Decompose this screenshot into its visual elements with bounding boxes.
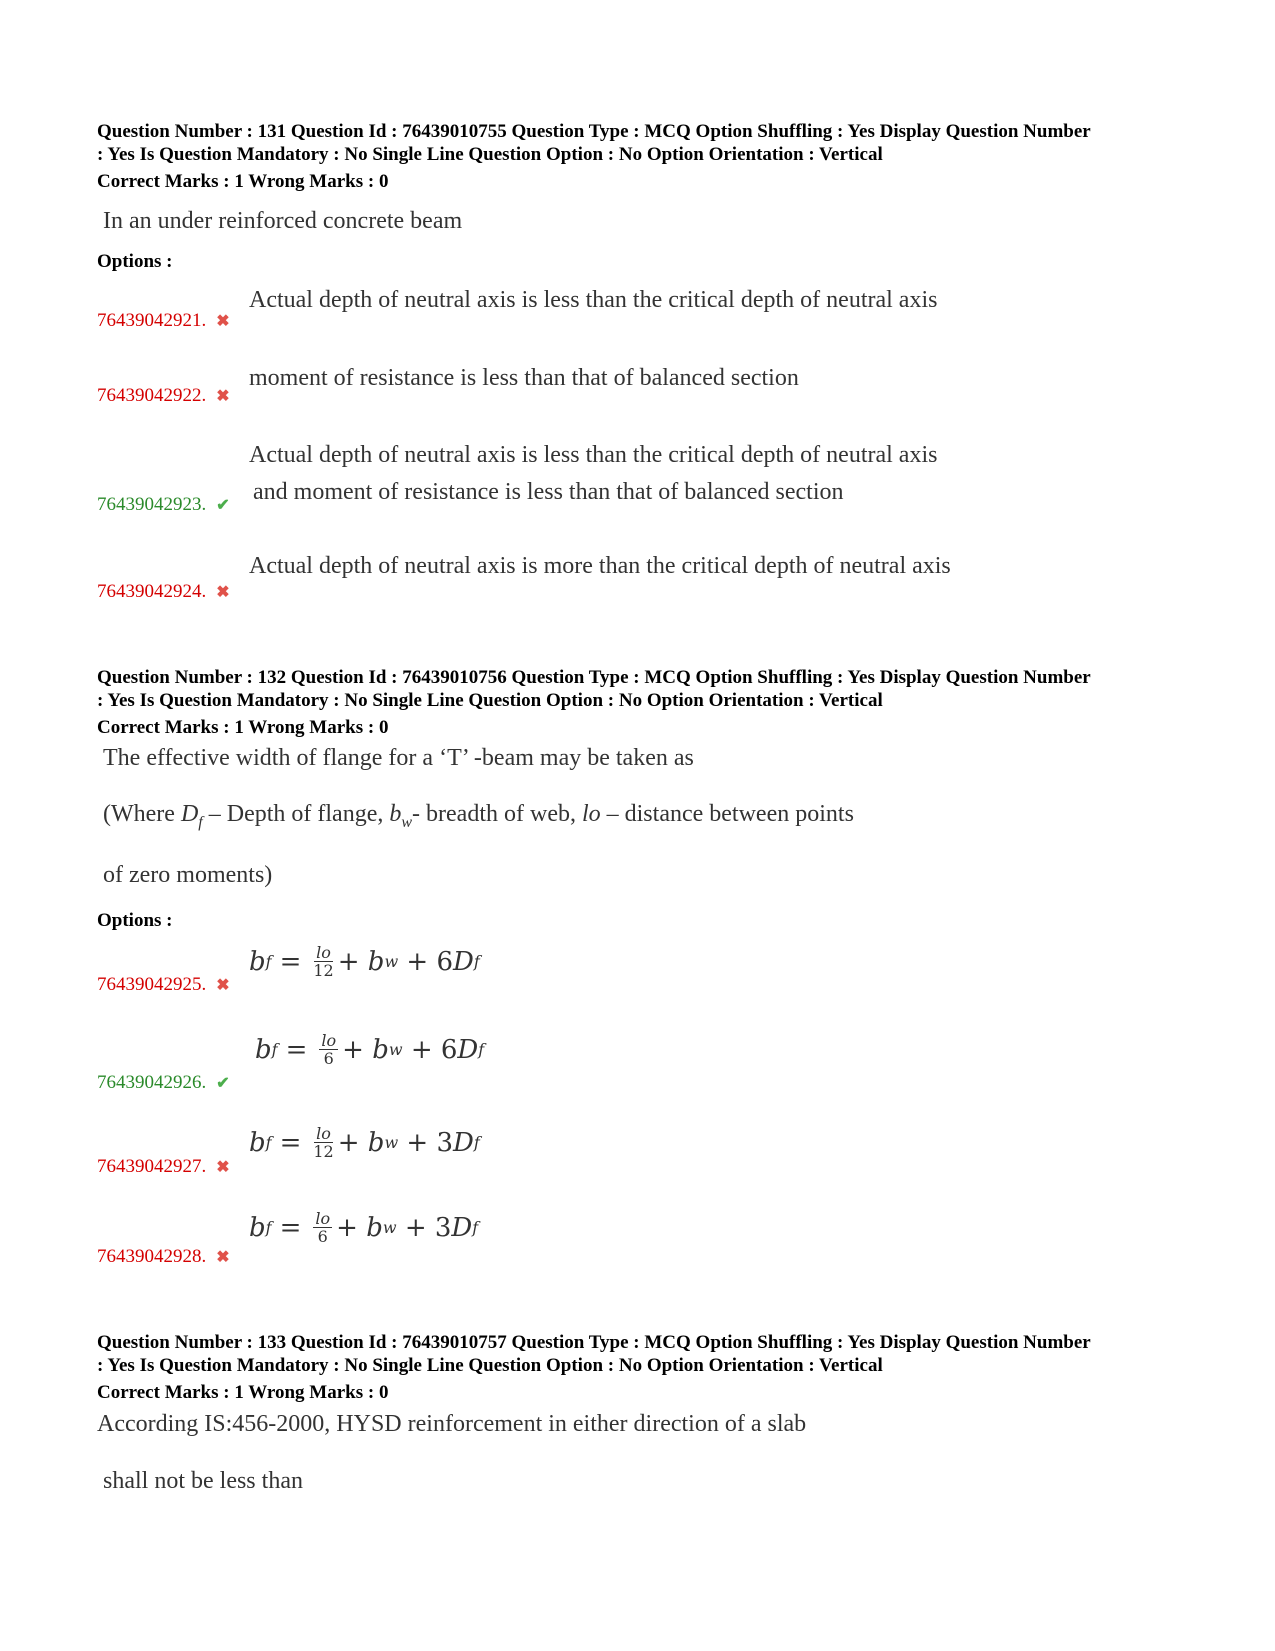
symbol-b: b [366, 1212, 383, 1243]
q131-option-4[interactable] [97, 581, 230, 603]
equals-sign: = [279, 1127, 302, 1158]
coefficient: 6 [436, 946, 454, 977]
plus-sign: + [337, 946, 360, 977]
equals-sign: = [279, 1212, 302, 1243]
plus-sign: + [410, 1034, 433, 1065]
wrong-mark-icon: ✖ [216, 977, 230, 994]
symbol-D: D [457, 1034, 479, 1065]
coefficient: 6 [440, 1034, 458, 1065]
q131-meta-line2: : Yes Is Question Mandatory : No Single Line Question Option : No Option Orientation : Vertical [97, 144, 883, 165]
check-mark-icon: ✔ [216, 497, 230, 514]
symbol-b: b [372, 1034, 389, 1065]
q132-options-label: Options : [97, 910, 173, 931]
symbol-f: f [265, 1133, 272, 1152]
q131-meta [97, 120, 1207, 193]
wrong-mark-icon: ✖ [216, 1159, 230, 1176]
q132-question-text-line3: of zero moments) [103, 862, 273, 888]
q133-marks: Correct Marks : 1 Wrong Marks : 0 [97, 1382, 389, 1403]
plus-sign: + [406, 1127, 429, 1158]
equals-sign: = [285, 1034, 308, 1065]
q132-meta [97, 666, 1207, 739]
text-segment: - breadth of web, [412, 801, 582, 827]
coefficient: 3 [436, 1127, 454, 1158]
symbol-f: f [265, 1218, 272, 1237]
q132-option-1-formula [249, 944, 480, 979]
q131-option-3-text-line2: and moment of resistance is less than that of balanced section [253, 479, 844, 505]
q132-question-text-line2 [103, 801, 854, 832]
q132-question-text-line1: The effective width of flange for a ‘T’ -beam may be taken as [103, 745, 694, 771]
wrong-mark-icon: ✖ [216, 1249, 230, 1266]
symbol-b: b [249, 1127, 266, 1158]
denominator: 12 [313, 1142, 334, 1161]
symbol-b: b [249, 946, 266, 977]
denominator: 6 [323, 1049, 334, 1068]
fraction [313, 944, 333, 979]
symbol-D: D [180, 801, 199, 827]
q131-options-label: Options : [97, 251, 173, 272]
symbol-D: D [451, 1212, 473, 1243]
numerator: lo [316, 943, 331, 962]
q131-option-1[interactable] [97, 310, 230, 332]
q131-option-1-text: Actual depth of neutral axis is less than the critical depth of neutral axis [249, 287, 938, 313]
symbol-f: f [473, 952, 480, 971]
numerator: lo [321, 1031, 337, 1050]
option-id: 76439042921. [97, 310, 207, 331]
symbol-D: D [453, 946, 474, 977]
q133-meta-line2: : Yes Is Question Mandatory : No Single Line Question Option : No Option Orientation : Vertical [97, 1355, 883, 1376]
option-id: 76439042928. [97, 1246, 207, 1267]
symbol-b: b [367, 946, 385, 977]
q132-meta-line2: : Yes Is Question Mandatory : No Single Line Question Option : No Option Orientation : Vertical [97, 690, 883, 711]
wrong-mark-icon: ✖ [216, 584, 230, 601]
symbol-b: b [389, 801, 402, 827]
q132-option-2-formula [255, 1032, 484, 1067]
symbol-f: f [265, 952, 272, 971]
symbol-D: D [453, 1127, 474, 1158]
plus-sign: + [336, 1212, 358, 1243]
q131-marks: Correct Marks : 1 Wrong Marks : 0 [97, 171, 389, 192]
q131-option-3-text-line1: Actual depth of neutral axis is less than the critical depth of neutral axis [249, 442, 938, 468]
q131-meta-line1: Question Number : 131 Question Id : 76439010755 Question Type : MCQ Option Shuffling : Yes Display Question Number [97, 121, 1091, 142]
symbol-b: b [249, 1212, 266, 1243]
fraction [319, 1032, 338, 1067]
symbol-b: b [367, 1127, 385, 1158]
symbol-w: w [401, 813, 413, 831]
text-segment: – distance between points [600, 801, 854, 827]
fraction [313, 1210, 332, 1245]
symbol-w: w [388, 1040, 403, 1059]
symbol-f: f [473, 1133, 480, 1152]
text-segment: – Depth of flange, [202, 801, 390, 827]
option-id: 76439042922. [97, 385, 207, 406]
plus-sign: + [406, 946, 429, 977]
option-id: 76439042925. [97, 974, 207, 995]
option-id: 76439042926. [97, 1072, 207, 1093]
q131-question-text: In an under reinforced concrete beam [103, 208, 463, 234]
denominator: 6 [317, 1227, 328, 1246]
q133-meta [97, 1331, 1207, 1404]
q133-question-text-line2: shall not be less than [103, 1468, 303, 1494]
q132-option-3-formula [249, 1125, 480, 1160]
check-mark-icon: ✔ [216, 1075, 230, 1092]
symbol-w: w [384, 1133, 399, 1152]
q132-option-3[interactable] [97, 1156, 230, 1178]
symbol-b: b [255, 1034, 272, 1065]
equals-sign: = [279, 946, 302, 977]
fraction [313, 1125, 333, 1160]
wrong-mark-icon: ✖ [216, 388, 230, 405]
symbol-f: f [271, 1040, 278, 1059]
wrong-mark-icon: ✖ [216, 313, 230, 330]
denominator: 12 [313, 961, 334, 980]
numerator: lo [315, 1209, 331, 1228]
option-id: 76439042927. [97, 1156, 207, 1177]
symbol-f: f [478, 1040, 485, 1059]
plus-sign: + [337, 1127, 360, 1158]
q131-option-2[interactable] [97, 385, 230, 407]
q131-option-2-text: moment of resistance is less than that of balanced section [249, 365, 799, 391]
option-id: 76439042923. [97, 494, 207, 515]
plus-sign: + [404, 1212, 427, 1243]
option-id: 76439042924. [97, 581, 207, 602]
q132-marks: Correct Marks : 1 Wrong Marks : 0 [97, 717, 389, 738]
q132-option-4[interactable] [97, 1246, 230, 1268]
plus-sign: + [342, 1034, 364, 1065]
symbol-lo: lo [581, 801, 601, 827]
coefficient: 3 [434, 1212, 452, 1243]
q133-question-text-line1: According IS:456-2000, HYSD reinforcement in either direction of a slab [97, 1411, 807, 1437]
q132-meta-line1: Question Number : 132 Question Id : 76439010756 Question Type : MCQ Option Shuffling : Yes Display Question Number [97, 667, 1091, 688]
symbol-f: f [472, 1218, 479, 1237]
symbol-w: w [384, 952, 399, 971]
numerator: lo [316, 1124, 331, 1143]
text-segment: (Where [103, 801, 181, 827]
q131-option-3[interactable] [97, 494, 230, 516]
q132-option-4-formula [249, 1210, 478, 1245]
q132-option-1[interactable] [97, 974, 230, 996]
symbol-w: w [382, 1218, 397, 1237]
q131-option-4-text: Actual depth of neutral axis is more than the critical depth of neutral axis [249, 553, 951, 579]
q133-meta-line1: Question Number : 133 Question Id : 76439010757 Question Type : MCQ Option Shuffling : Yes Display Question Number [97, 1332, 1091, 1353]
q132-option-2[interactable] [97, 1072, 230, 1094]
symbol-f: f [198, 813, 203, 831]
